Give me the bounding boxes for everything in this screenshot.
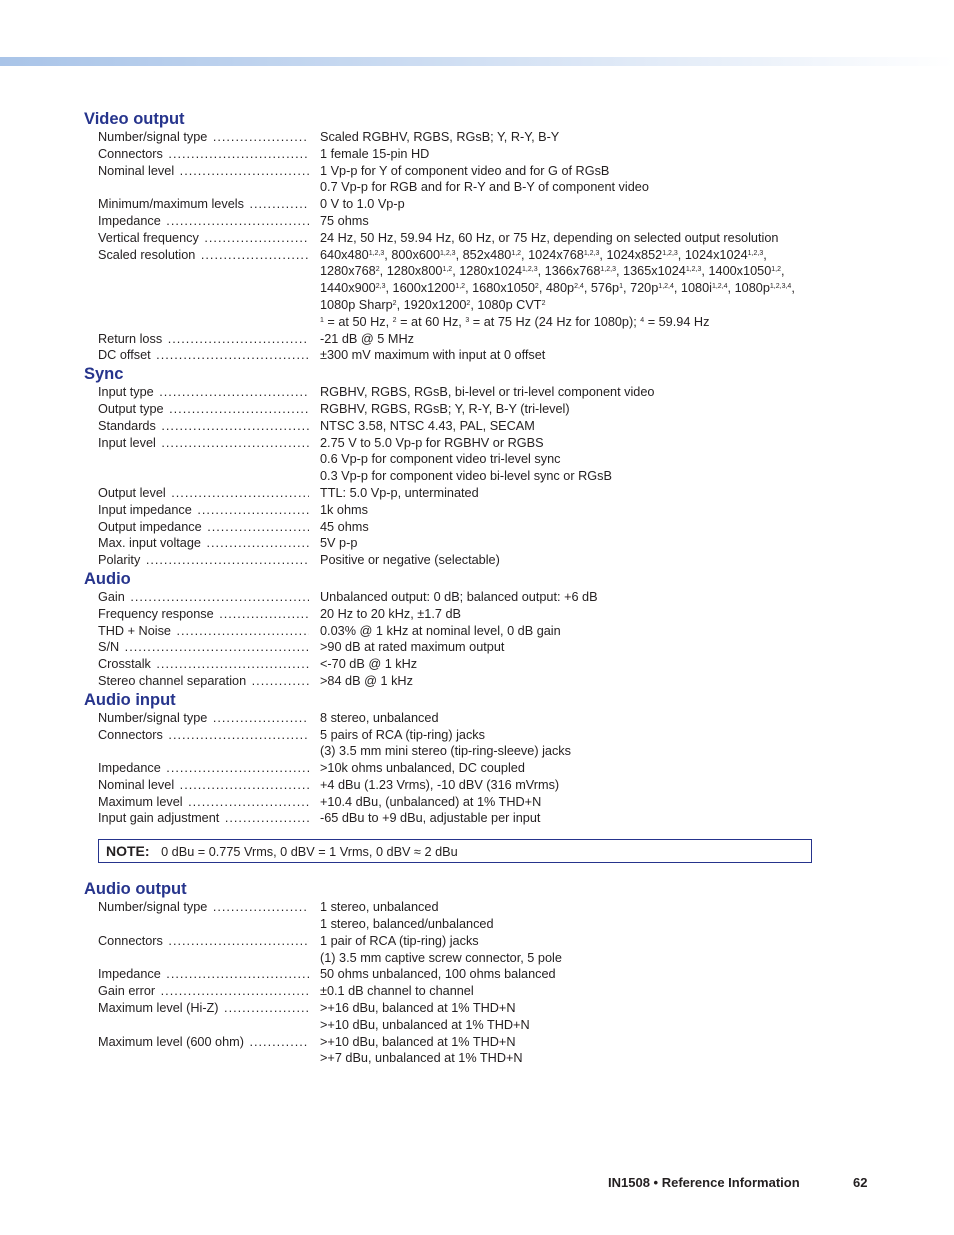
spec-label <box>98 606 309 623</box>
spec-row <box>0 297 954 314</box>
value-segment: , 1600x1200 <box>385 281 456 296</box>
spec-value: (1) 3.5 mm captive screw connector, 5 pole <box>320 950 562 965</box>
spec-label <box>98 589 309 606</box>
header-gradient-bar <box>0 57 954 66</box>
spec-value: >+16 dBu, balanced at 1% THD+N <box>320 1001 516 1016</box>
spec-row <box>0 760 954 777</box>
spec-row <box>0 589 954 606</box>
spec-row <box>0 950 954 967</box>
spec-label-text: Connectors <box>98 146 163 161</box>
footnote-superscript: 1 <box>619 283 624 291</box>
spec-value: >84 dB @ 1 kHz <box>320 673 413 688</box>
spec-label-text: Return loss <box>98 331 163 346</box>
spec-row <box>0 519 954 536</box>
value-segment: 640x480 <box>320 247 369 262</box>
spec-value <box>320 263 860 280</box>
spec-row <box>0 673 954 690</box>
value-segment: , 1024x768 <box>521 247 584 262</box>
spec-label-text: Max. input voltage <box>98 536 201 551</box>
note-box <box>98 839 812 863</box>
spec-row <box>0 727 954 744</box>
spec-label-text: Gain <box>98 589 125 604</box>
footnote-superscript: 2 <box>392 299 397 307</box>
spec-label <box>98 656 309 673</box>
spec-label-text: Impedance <box>98 213 161 228</box>
footnote-superscript: 1,2,3 <box>583 249 600 257</box>
spec-value: 0.3 Vp-p for component video bi-level sync or RGsB <box>320 469 612 484</box>
spec-value: 0.03% @ 1 kHz at nominal level, 0 dB gain <box>320 623 561 638</box>
spec-label-text: Standards <box>98 418 156 433</box>
spec-value: 1 stereo, unbalanced <box>320 900 439 915</box>
spec-label <box>98 966 309 983</box>
spec-value: 20 Hz to 20 kHz, ±1.7 dB <box>320 606 461 621</box>
spec-label-text: Crosstalk <box>98 657 151 672</box>
spec-label <box>98 639 309 656</box>
spec-row <box>0 1050 954 1067</box>
value-segment: , 720p <box>623 281 659 296</box>
spec-row <box>0 1034 954 1051</box>
spec-label <box>98 777 309 794</box>
value-segment: , 1024x1024 <box>677 247 748 262</box>
spec-row <box>0 899 954 916</box>
spec-label <box>98 1034 309 1051</box>
spec-value: 0 V to 1.0 Vp-p <box>320 197 405 212</box>
spec-label <box>98 727 309 744</box>
value-segment: , 1366x768 <box>537 264 601 279</box>
spec-label-text: Connectors <box>98 933 163 948</box>
section-title: Audio input <box>84 690 176 709</box>
spec-value <box>320 297 860 314</box>
value-segment: = at 60 Hz, <box>396 314 466 329</box>
spec-value: 5 pairs of RCA (tip-ring) jacks <box>320 727 485 742</box>
spec-value: 75 ohms <box>320 213 369 228</box>
spec-row <box>0 435 954 452</box>
spec-label-text: Stereo channel separation <box>98 673 247 688</box>
spec-value <box>320 247 860 264</box>
spec-value: -65 dBu to +9 dBu, adjustable per input <box>320 811 541 826</box>
spec-value <box>320 314 860 331</box>
footnote-superscript: 2 <box>392 316 397 324</box>
spec-label-text: THD + Noise <box>98 623 171 638</box>
footnote-superscript: 2 <box>375 266 380 274</box>
footnote-superscript: 1,2,3 <box>747 249 764 257</box>
spec-label <box>98 760 309 777</box>
spec-label <box>98 230 309 247</box>
spec-label <box>98 502 309 519</box>
spec-label-text: Number/signal type <box>98 710 208 725</box>
spec-row <box>0 179 954 196</box>
spec-value: 1 stereo, balanced/unbalanced <box>320 917 494 932</box>
spec-value: (3) 3.5 mm mini stereo (tip-ring-sleeve) jacks <box>320 744 571 759</box>
spec-row <box>0 384 954 401</box>
footnote-superscript: 1,2,3 <box>368 249 385 257</box>
spec-row <box>0 966 954 983</box>
value-segment: , 1280x1024 <box>452 264 523 279</box>
spec-value: ±300 mV maximum with input at 0 offset <box>320 348 546 363</box>
spec-label <box>98 710 309 727</box>
spec-label <box>98 535 309 552</box>
footnote-superscript: 1,2,4 <box>711 283 728 291</box>
spec-value: 1 pair of RCA (tip-ring) jacks <box>320 933 479 948</box>
spec-label-text: Impedance <box>98 761 161 776</box>
spec-value: TTL: 5.0 Vp-p, unterminated <box>320 485 479 500</box>
footnote-superscript: 1,2,3 <box>685 266 702 274</box>
page-number: 62 <box>853 1175 868 1190</box>
spec-row <box>0 710 954 727</box>
footnote-superscript: 1,2,3,4 <box>769 283 792 291</box>
spec-label <box>98 983 309 1000</box>
footnote-superscript: 1,2,3 <box>440 249 456 257</box>
spec-row <box>0 623 954 640</box>
spec-label-text: Connectors <box>98 727 163 742</box>
spec-label-text: Minimum/maximum levels <box>98 197 244 212</box>
spec-row <box>0 163 954 180</box>
spec-row <box>0 1017 954 1034</box>
spec-row <box>0 535 954 552</box>
spec-label-text: Output impedance <box>98 519 202 534</box>
footnote-superscript: 1,2,4 <box>658 283 674 291</box>
spec-row <box>0 280 954 297</box>
spec-value: 1 female 15-pin HD <box>320 146 430 161</box>
footnote-superscript: 1 <box>320 316 324 324</box>
spec-label-text: Input type <box>98 385 154 400</box>
spec-value: RGBHV, RGBS, RGsB, bi-level or tri-level component video <box>320 385 655 400</box>
spec-label <box>98 247 309 264</box>
footnote-superscript: 1,2,3 <box>522 266 538 274</box>
spec-value: Scaled RGBHV, RGBS, RGsB; Y, R-Y, B-Y <box>320 130 560 144</box>
spec-label <box>98 146 309 163</box>
footnote-superscript: 3 <box>465 316 470 324</box>
spec-value: Positive or negative (selectable) <box>320 553 500 568</box>
spec-label <box>98 418 309 435</box>
spec-value: 24 Hz, 50 Hz, 59.94 Hz, 60 Hz, or 75 Hz, depending on selected output resolution <box>320 230 779 245</box>
footnote-superscript: 1,2 <box>442 266 453 274</box>
section-title: Audio output <box>84 880 187 899</box>
spec-label <box>98 1000 309 1017</box>
spec-value: 5V p-p <box>320 536 358 551</box>
footnote-superscript: 2,4 <box>574 283 584 291</box>
spec-row <box>0 606 954 623</box>
spec-row <box>0 418 954 435</box>
value-segment: 1440x900 <box>320 281 376 296</box>
value-segment: , 1080i <box>673 281 712 296</box>
spec-value: >10k ohms unbalanced, DC coupled <box>320 761 525 776</box>
spec-label-text: Polarity <box>98 553 141 568</box>
spec-label <box>98 435 309 452</box>
spec-label <box>98 899 309 916</box>
spec-value: RGBHV, RGBS, RGsB; Y, R-Y, B-Y (tri-level) <box>320 401 570 416</box>
spec-label <box>98 623 309 640</box>
spec-label-text: Maximum level (Hi-Z) <box>98 1001 219 1016</box>
spec-label-text: Maximum level (600 ohm) <box>98 1034 244 1049</box>
spec-label <box>98 213 309 230</box>
spec-value: ±0.1 dB channel to channel <box>320 984 474 999</box>
spec-label-text: S/N <box>98 640 120 655</box>
spec-label-text: Input gain adjustment <box>98 811 220 826</box>
spec-row <box>0 552 954 569</box>
spec-value: <-70 dB @ 1 kHz <box>320 657 418 672</box>
spec-label-text: Number/signal type <box>98 900 208 915</box>
spec-label-text: Output level <box>98 485 166 500</box>
value-segment: , 1400x1050 <box>701 264 772 279</box>
spec-content <box>0 109 954 1067</box>
spec-row <box>0 314 954 331</box>
spec-row <box>0 485 954 502</box>
spec-value: 45 ohms <box>320 519 369 534</box>
footnote-superscript: 2 <box>534 283 539 291</box>
spec-row <box>0 933 954 950</box>
spec-label <box>98 810 309 827</box>
footnote-superscript: 1,2,3 <box>662 249 678 257</box>
spec-value: 0.6 Vp-p for component video tri-level sync <box>320 452 561 467</box>
spec-row <box>0 347 954 364</box>
spec-label-text: Nominal level <box>98 777 175 792</box>
spec-row <box>0 196 954 213</box>
value-segment: , 852x480 <box>455 247 512 262</box>
spec-label-text: Vertical frequency <box>98 230 199 245</box>
spec-label <box>98 129 309 146</box>
footnote-superscript: 4 <box>640 316 645 324</box>
footnote-superscript: 1,2 <box>511 249 522 257</box>
spec-label-text: Number/signal type <box>98 130 208 144</box>
footnote-superscript: 2 <box>541 299 546 307</box>
value-segment: , 1080p <box>727 281 770 296</box>
spec-value: 1 Vp-p for Y of component video and for G of RGsB <box>320 163 610 178</box>
footnote-superscript: 2 <box>466 299 471 307</box>
spec-value: 50 ohms unbalanced, 100 ohms balanced <box>320 967 556 982</box>
spec-value: +10.4 dBu, (unbalanced) at 1% THD+N <box>320 794 542 809</box>
spec-value: Unbalanced output: 0 dB; balanced output: +6 dB <box>320 589 598 604</box>
spec-label-text: DC offset <box>98 348 151 363</box>
value-segment: , 1280x800 <box>379 264 443 279</box>
spec-label <box>98 519 309 536</box>
section-title: Sync <box>84 365 124 384</box>
section-title: Audio <box>84 569 131 588</box>
spec-label-text: Input level <box>98 435 156 450</box>
value-segment: , 1680x1050 <box>465 281 535 296</box>
footnote-superscript: 1,2 <box>771 266 781 274</box>
spec-label <box>98 552 309 569</box>
spec-row <box>0 247 954 264</box>
spec-label-text: Nominal level <box>98 163 175 178</box>
value-segment: , <box>791 281 795 296</box>
spec-label <box>98 331 309 348</box>
footer-text: IN1508 • Reference Information <box>608 1175 800 1190</box>
section-title: Video output <box>84 110 185 128</box>
value-segment: , <box>763 247 767 262</box>
spec-value: NTSC 3.58, NTSC 4.43, PAL, SECAM <box>320 418 535 433</box>
spec-value: 8 stereo, unbalanced <box>320 710 439 725</box>
spec-row <box>0 743 954 760</box>
spec-row <box>0 468 954 485</box>
spec-label-text: Input impedance <box>98 502 192 517</box>
spec-row <box>0 639 954 656</box>
spec-row <box>0 129 954 146</box>
spec-value: 1k ohms <box>320 502 368 517</box>
value-segment: = 59.94 Hz <box>644 314 710 329</box>
spec-label <box>98 485 309 502</box>
spec-row <box>0 810 954 827</box>
spec-row <box>0 983 954 1000</box>
value-segment: , 1024x852 <box>599 247 663 262</box>
spec-label <box>98 401 309 418</box>
spec-value: >+7 dBu, unbalanced at 1% THD+N <box>320 1051 523 1066</box>
footnote-superscript: 1,2,3 <box>600 266 616 274</box>
value-segment: = at 75 Hz (24 Hz for 1080p); <box>469 314 641 329</box>
spec-row <box>0 230 954 247</box>
footnote-superscript: 1,2 <box>455 283 466 291</box>
spec-row <box>0 1000 954 1017</box>
value-segment: , 800x600 <box>384 247 440 262</box>
spec-value: 0.7 Vp-p for RGB and for R-Y and B-Y of component video <box>320 180 649 195</box>
spec-row <box>0 451 954 468</box>
spec-row <box>0 146 954 163</box>
spec-value: >+10 dBu, balanced at 1% THD+N <box>320 1034 516 1049</box>
spec-row <box>0 401 954 418</box>
spec-row <box>0 502 954 519</box>
spec-value: >+10 dBu, unbalanced at 1% THD+N <box>320 1017 530 1032</box>
spec-row <box>0 656 954 673</box>
spec-label-text: Scaled resolution <box>98 247 196 262</box>
value-segment: , <box>780 264 785 279</box>
spec-label <box>98 384 309 401</box>
value-segment: , 1080p CVT <box>470 297 542 312</box>
spec-label-text: Maximum level <box>98 794 183 809</box>
note-label: NOTE: <box>106 843 150 860</box>
spec-row <box>0 794 954 811</box>
note-text: 0 dBu = 0.775 Vrms, 0 dBV = 1 Vrms, 0 dBV ≈ 2 dBu <box>161 845 458 860</box>
value-segment: , 576p <box>583 281 620 296</box>
spec-value: +4 dBu (1.23 Vrms), -10 dBV (316 mVrms) <box>320 777 560 792</box>
spec-label <box>98 163 309 180</box>
spec-label <box>98 933 309 950</box>
value-segment: 1280x768 <box>320 264 376 279</box>
footnote-superscript: 2,3 <box>375 283 386 291</box>
value-segment: = at 50 Hz, <box>323 314 393 329</box>
value-segment: , 480p <box>538 281 575 296</box>
spec-row <box>0 331 954 348</box>
spec-value: 2.75 V to 5.0 Vp-p for RGBHV or RGBS <box>320 435 544 450</box>
value-segment: , 1365x1024 <box>615 264 686 279</box>
spec-value: >90 dB at rated maximum output <box>320 640 505 655</box>
spec-row <box>0 777 954 794</box>
spec-row <box>0 213 954 230</box>
spec-row <box>0 916 954 933</box>
spec-label <box>98 347 309 364</box>
value-segment: , 1920x1200 <box>396 297 467 312</box>
value-segment: 1080p Sharp <box>320 297 393 312</box>
spec-label <box>98 794 309 811</box>
spec-label-text: Impedance <box>98 967 161 982</box>
spec-label <box>98 196 309 213</box>
spec-label <box>98 673 309 690</box>
spec-label-text: Output type <box>98 401 164 416</box>
spec-label-text: Frequency response <box>98 606 214 621</box>
spec-value: -21 dB @ 5 MHz <box>320 331 414 346</box>
spec-label-text: Gain error <box>98 984 156 999</box>
spec-row <box>0 263 954 280</box>
spec-value <box>320 280 860 297</box>
